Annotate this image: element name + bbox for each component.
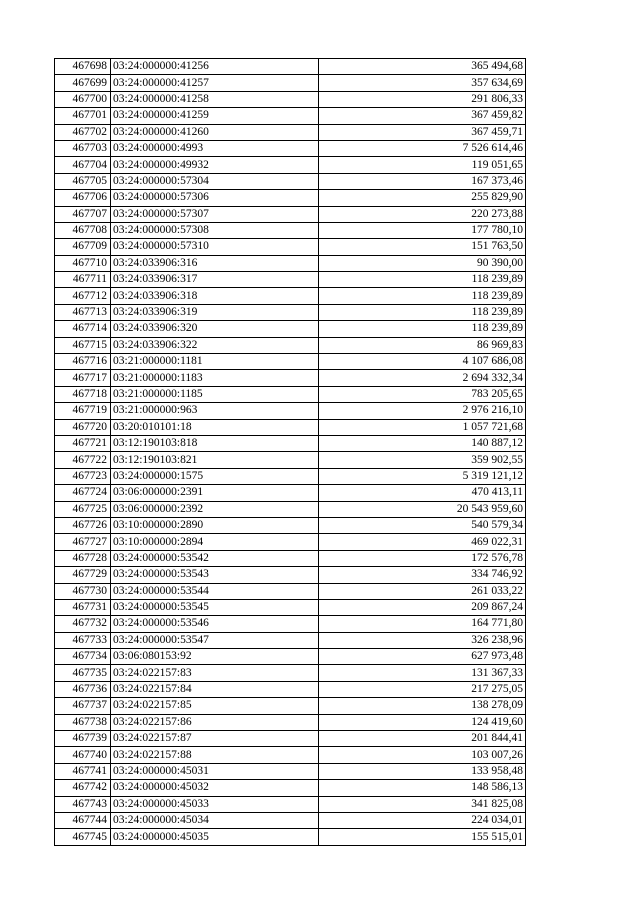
table-row <box>55 124 526 140</box>
cadastral-number-cell: 03:21:000000:963 <box>111 403 319 419</box>
row-number-cell: 467699 <box>55 75 111 91</box>
cadastral-value-cell: 131 367,33 <box>319 665 526 681</box>
cadastral-value-cell: 470 413,11 <box>319 485 526 501</box>
cadastral-value-cell: 217 275,05 <box>319 681 526 697</box>
cadastral-number-cell: 03:24:000000:57310 <box>111 239 319 255</box>
cadastral-value-table <box>54 58 526 846</box>
table-row <box>55 812 526 828</box>
cadastral-number-cell: 03:24:033906:322 <box>111 337 319 353</box>
cadastral-number-cell: 03:24:000000:53544 <box>111 583 319 599</box>
cadastral-number-cell: 03:24:000000:57307 <box>111 206 319 222</box>
row-number-cell: 467716 <box>55 354 111 370</box>
cadastral-number-cell: 03:24:000000:53545 <box>111 599 319 615</box>
table-row <box>55 108 526 124</box>
cadastral-value-cell: 119 051,65 <box>319 157 526 173</box>
cadastral-number-cell: 03:06:000000:2391 <box>111 485 319 501</box>
row-number-cell: 467698 <box>55 59 111 75</box>
row-number-cell: 467723 <box>55 468 111 484</box>
cadastral-number-cell: 03:24:000000:57306 <box>111 190 319 206</box>
cadastral-value-cell: 326 238,96 <box>319 632 526 648</box>
cadastral-number-cell: 03:21:000000:1183 <box>111 370 319 386</box>
row-number-cell: 467733 <box>55 632 111 648</box>
table-row <box>55 485 526 501</box>
table-row <box>55 173 526 189</box>
cadastral-value-cell: 291 806,33 <box>319 91 526 107</box>
table-row <box>55 321 526 337</box>
cadastral-value-cell: 151 763,50 <box>319 239 526 255</box>
cadastral-value-cell: 177 780,10 <box>319 222 526 238</box>
cadastral-value-cell: 209 867,24 <box>319 599 526 615</box>
cadastral-value-cell: 540 579,34 <box>319 517 526 533</box>
cadastral-value-cell: 140 887,12 <box>319 435 526 451</box>
row-number-cell: 467711 <box>55 272 111 288</box>
table-row <box>55 517 526 533</box>
table-row <box>55 304 526 320</box>
cadastral-number-cell: 03:24:000000:53547 <box>111 632 319 648</box>
cadastral-value-cell: 2 694 332,34 <box>319 370 526 386</box>
row-number-cell: 467717 <box>55 370 111 386</box>
cadastral-value-cell: 341 825,08 <box>319 796 526 812</box>
row-number-cell: 467714 <box>55 321 111 337</box>
cadastral-value-cell: 86 969,83 <box>319 337 526 353</box>
row-number-cell: 467730 <box>55 583 111 599</box>
row-number-cell: 467708 <box>55 222 111 238</box>
cadastral-value-cell: 261 033,22 <box>319 583 526 599</box>
cadastral-value-cell: 118 239,89 <box>319 288 526 304</box>
row-number-cell: 467731 <box>55 599 111 615</box>
table-row <box>55 714 526 730</box>
cadastral-value-cell: 133 958,48 <box>319 763 526 779</box>
cadastral-number-cell: 03:24:000000:45031 <box>111 763 319 779</box>
table-row <box>55 649 526 665</box>
cadastral-value-cell: 138 278,09 <box>319 698 526 714</box>
cadastral-number-cell: 03:24:000000:53546 <box>111 616 319 632</box>
cadastral-number-cell: 03:24:022157:83 <box>111 665 319 681</box>
table-row <box>55 337 526 353</box>
cadastral-number-cell: 03:24:033906:317 <box>111 272 319 288</box>
row-number-cell: 467709 <box>55 239 111 255</box>
cadastral-number-cell: 03:06:080153:92 <box>111 649 319 665</box>
row-number-cell: 467738 <box>55 714 111 730</box>
table-row <box>55 731 526 747</box>
row-number-cell: 467722 <box>55 452 111 468</box>
table-row <box>55 354 526 370</box>
cadastral-number-cell: 03:10:000000:2890 <box>111 517 319 533</box>
table-row <box>55 386 526 402</box>
table-row <box>55 665 526 681</box>
table-row <box>55 91 526 107</box>
cadastral-number-cell: 03:24:022157:87 <box>111 731 319 747</box>
row-number-cell: 467702 <box>55 124 111 140</box>
table-body <box>55 59 526 846</box>
row-number-cell: 467707 <box>55 206 111 222</box>
cadastral-value-cell: 365 494,68 <box>319 59 526 75</box>
table-row <box>55 501 526 517</box>
row-number-cell: 467741 <box>55 763 111 779</box>
cadastral-value-cell: 164 771,80 <box>319 616 526 632</box>
table-row <box>55 616 526 632</box>
table-row <box>55 780 526 796</box>
cadastral-number-cell: 03:06:000000:2392 <box>111 501 319 517</box>
cadastral-number-cell: 03:24:000000:41260 <box>111 124 319 140</box>
row-number-cell: 467740 <box>55 747 111 763</box>
cadastral-number-cell: 03:10:000000:2894 <box>111 534 319 550</box>
table-row <box>55 157 526 173</box>
cadastral-value-cell: 357 634,69 <box>319 75 526 91</box>
row-number-cell: 467706 <box>55 190 111 206</box>
cadastral-value-cell: 124 419,60 <box>319 714 526 730</box>
cadastral-number-cell: 03:24:033906:320 <box>111 321 319 337</box>
row-number-cell: 467726 <box>55 517 111 533</box>
cadastral-number-cell: 03:21:000000:1181 <box>111 354 319 370</box>
row-number-cell: 467743 <box>55 796 111 812</box>
cadastral-number-cell: 03:21:000000:1185 <box>111 386 319 402</box>
cadastral-number-cell: 03:24:022157:86 <box>111 714 319 730</box>
table-row <box>55 763 526 779</box>
table-row <box>55 452 526 468</box>
row-number-cell: 467724 <box>55 485 111 501</box>
cadastral-number-cell: 03:24:033906:316 <box>111 255 319 271</box>
cadastral-number-cell: 03:24:000000:4993 <box>111 140 319 156</box>
table-row <box>55 550 526 566</box>
row-number-cell: 467742 <box>55 780 111 796</box>
cadastral-number-cell: 03:24:022157:84 <box>111 681 319 697</box>
table-row <box>55 599 526 615</box>
cadastral-number-cell: 03:24:000000:53542 <box>111 550 319 566</box>
row-number-cell: 467704 <box>55 157 111 173</box>
table-row <box>55 829 526 845</box>
row-number-cell: 467719 <box>55 403 111 419</box>
cadastral-number-cell: 03:20:010101:18 <box>111 419 319 435</box>
row-number-cell: 467710 <box>55 255 111 271</box>
row-number-cell: 467732 <box>55 616 111 632</box>
table-row <box>55 222 526 238</box>
table-row <box>55 583 526 599</box>
cadastral-value-cell: 220 273,88 <box>319 206 526 222</box>
table-row <box>55 747 526 763</box>
cadastral-value-cell: 224 034,01 <box>319 812 526 828</box>
row-number-cell: 467715 <box>55 337 111 353</box>
cadastral-number-cell: 03:24:000000:41258 <box>111 91 319 107</box>
table-row <box>55 288 526 304</box>
cadastral-value-cell: 4 107 686,08 <box>319 354 526 370</box>
cadastral-value-cell: 359 902,55 <box>319 452 526 468</box>
table-row <box>55 468 526 484</box>
cadastral-value-cell: 469 022,31 <box>319 534 526 550</box>
cadastral-value-cell: 1 057 721,68 <box>319 419 526 435</box>
row-number-cell: 467725 <box>55 501 111 517</box>
table-row <box>55 534 526 550</box>
cadastral-value-cell: 90 390,00 <box>319 255 526 271</box>
table-row <box>55 419 526 435</box>
cadastral-number-cell: 03:24:000000:45034 <box>111 812 319 828</box>
cadastral-value-cell: 367 459,82 <box>319 108 526 124</box>
table-row <box>55 239 526 255</box>
cadastral-number-cell: 03:24:022157:85 <box>111 698 319 714</box>
table-row <box>55 59 526 75</box>
table-row <box>55 403 526 419</box>
row-number-cell: 467721 <box>55 435 111 451</box>
cadastral-number-cell: 03:24:000000:45035 <box>111 829 319 845</box>
cadastral-value-cell: 627 973,48 <box>319 649 526 665</box>
table-row <box>55 206 526 222</box>
row-number-cell: 467701 <box>55 108 111 124</box>
cadastral-number-cell: 03:24:033906:319 <box>111 304 319 320</box>
cadastral-number-cell: 03:24:000000:57308 <box>111 222 319 238</box>
cadastral-number-cell: 03:24:033906:318 <box>111 288 319 304</box>
row-number-cell: 467703 <box>55 140 111 156</box>
row-number-cell: 467705 <box>55 173 111 189</box>
cadastral-number-cell: 03:12:190103:821 <box>111 452 319 468</box>
row-number-cell: 467734 <box>55 649 111 665</box>
row-number-cell: 467729 <box>55 567 111 583</box>
cadastral-number-cell: 03:24:000000:57304 <box>111 173 319 189</box>
cadastral-number-cell: 03:24:000000:1575 <box>111 468 319 484</box>
cadastral-value-cell: 2 976 216,10 <box>319 403 526 419</box>
cadastral-number-cell: 03:24:000000:41257 <box>111 75 319 91</box>
cadastral-value-cell: 172 576,78 <box>319 550 526 566</box>
table-row <box>55 698 526 714</box>
cadastral-value-cell: 783 205,65 <box>319 386 526 402</box>
table-row <box>55 75 526 91</box>
table-row <box>55 255 526 271</box>
row-number-cell: 467713 <box>55 304 111 320</box>
cadastral-value-cell: 5 319 121,12 <box>319 468 526 484</box>
cadastral-number-cell: 03:24:000000:45033 <box>111 796 319 812</box>
row-number-cell: 467718 <box>55 386 111 402</box>
cadastral-number-cell: 03:24:000000:49932 <box>111 157 319 173</box>
cadastral-value-cell: 20 543 959,60 <box>319 501 526 517</box>
row-number-cell: 467727 <box>55 534 111 550</box>
cadastral-number-cell: 03:24:000000:41259 <box>111 108 319 124</box>
table-row <box>55 190 526 206</box>
table-row <box>55 567 526 583</box>
cadastral-value-cell: 7 526 614,46 <box>319 140 526 156</box>
cadastral-number-cell: 03:24:000000:41256 <box>111 59 319 75</box>
table-row <box>55 681 526 697</box>
cadastral-value-cell: 118 239,89 <box>319 321 526 337</box>
row-number-cell: 467739 <box>55 731 111 747</box>
cadastral-value-cell: 103 007,26 <box>319 747 526 763</box>
row-number-cell: 467736 <box>55 681 111 697</box>
cadastral-value-cell: 118 239,89 <box>319 272 526 288</box>
cadastral-value-cell: 255 829,90 <box>319 190 526 206</box>
table-row <box>55 632 526 648</box>
cadastral-number-cell: 03:24:000000:53543 <box>111 567 319 583</box>
row-number-cell: 467700 <box>55 91 111 107</box>
table-row <box>55 796 526 812</box>
cadastral-value-cell: 118 239,89 <box>319 304 526 320</box>
table-row <box>55 272 526 288</box>
cadastral-value-cell: 148 586,13 <box>319 780 526 796</box>
cadastral-value-cell: 167 373,46 <box>319 173 526 189</box>
row-number-cell: 467712 <box>55 288 111 304</box>
cadastral-value-cell: 201 844,41 <box>319 731 526 747</box>
table-row <box>55 435 526 451</box>
table-row <box>55 370 526 386</box>
cadastral-value-cell: 367 459,71 <box>319 124 526 140</box>
row-number-cell: 467744 <box>55 812 111 828</box>
row-number-cell: 467737 <box>55 698 111 714</box>
row-number-cell: 467720 <box>55 419 111 435</box>
cadastral-number-cell: 03:24:022157:88 <box>111 747 319 763</box>
row-number-cell: 467728 <box>55 550 111 566</box>
cadastral-value-cell: 155 515,01 <box>319 829 526 845</box>
row-number-cell: 467735 <box>55 665 111 681</box>
row-number-cell: 467745 <box>55 829 111 845</box>
table-row <box>55 140 526 156</box>
cadastral-value-cell: 334 746,92 <box>319 567 526 583</box>
cadastral-number-cell: 03:24:000000:45032 <box>111 780 319 796</box>
cadastral-number-cell: 03:12:190103:818 <box>111 435 319 451</box>
